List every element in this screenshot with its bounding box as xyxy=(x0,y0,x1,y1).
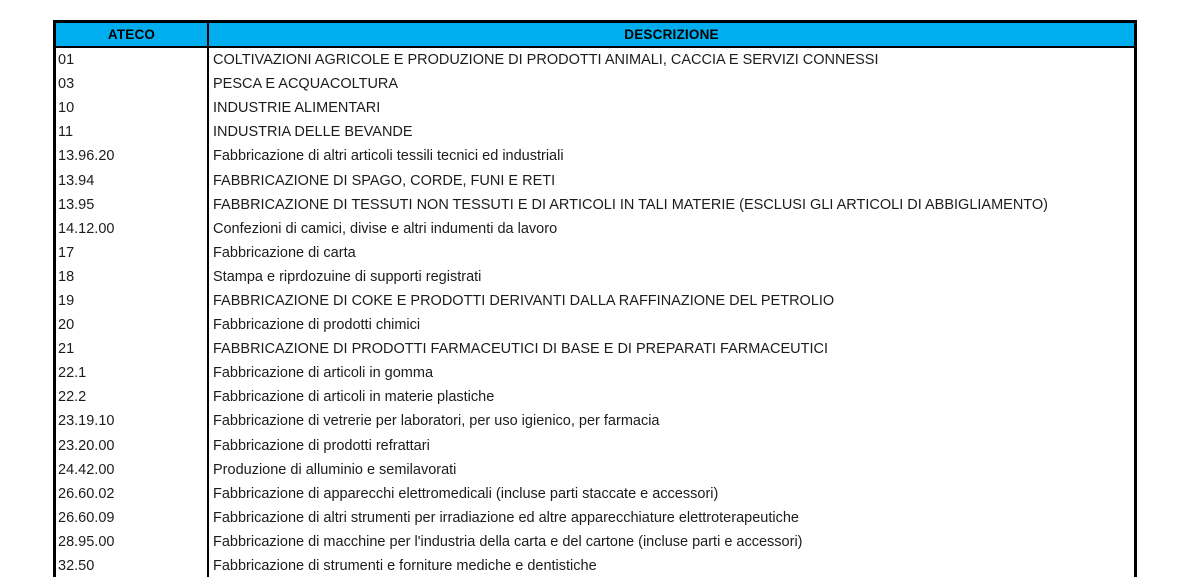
descrizione-cell: COLTIVAZIONI AGRICOLE E PRODUZIONE DI PRODOTTI ANIMALI, CACCIA E SERVIZI CONNESSI xyxy=(213,52,879,69)
table-row xyxy=(56,241,1134,265)
descrizione-cell: Fabbricazione di altri strumenti per irradiazione ed altre apparecchiature elettroterapeutiche xyxy=(213,509,799,526)
ateco-code-cell: 24.42.00 xyxy=(56,458,209,482)
table-row xyxy=(56,530,1134,554)
ateco-code-cell: 18 xyxy=(56,265,209,289)
ateco-code-cell: 10 xyxy=(56,96,209,120)
descrizione-cell: FABBRICAZIONE DI TESSUTI NON TESSUTI E DI ARTICOLI IN TALI MATERIE (ESCLUSI GLI ARTICOLI DI ABBIGLIAMENTO) xyxy=(213,196,1049,213)
table-row xyxy=(56,265,1134,289)
descrizione-cell: FABBRICAZIONE DI PRODOTTI FARMACEUTICI DI BASE E DI PREPARATI FARMACEUTICI xyxy=(213,341,828,358)
table-row xyxy=(56,506,1134,530)
ateco-code-cell: 32.50 xyxy=(56,554,209,577)
descrizione-cell: Fabbricazione di articoli in materie plastiche xyxy=(213,389,495,406)
ateco-code-cell: 17 xyxy=(56,241,209,265)
column-header-ateco: ATECO xyxy=(56,23,209,46)
ateco-code-cell: 13.94 xyxy=(56,168,209,192)
descrizione-cell: Fabbricazione di prodotti chimici xyxy=(213,317,421,334)
column-header-descrizione: DESCRIZIONE xyxy=(209,23,1134,46)
descrizione-cell: Fabbricazione di macchine per l'industria della carta e del cartone (incluse parti e accessori) xyxy=(213,533,803,550)
descrizione-cell: Fabbricazione di strumenti e forniture mediche e dentistiche xyxy=(213,558,597,575)
ateco-code-cell: 11 xyxy=(56,120,209,144)
ateco-code-cell: 13.96.20 xyxy=(56,144,209,168)
descrizione-cell: Stampa e riprdozuine di supporti registrati xyxy=(213,268,482,285)
descrizione-cell: Fabbricazione di prodotti refrattari xyxy=(213,437,430,454)
descrizione-cell: Fabbricazione di articoli in gomma xyxy=(213,365,434,382)
table-row xyxy=(56,193,1134,217)
descrizione-cell: FABBRICAZIONE DI SPAGO, CORDE, FUNI E RETI xyxy=(213,172,556,189)
ateco-code-cell: 22.2 xyxy=(56,385,209,409)
table-row xyxy=(56,72,1134,96)
ateco-code-cell: 28.95.00 xyxy=(56,530,209,554)
ateco-code-cell: 19 xyxy=(56,289,209,313)
ateco-code-cell: 13.95 xyxy=(56,193,209,217)
descrizione-cell: Fabbricazione di vetrerie per laboratori, per uso igienico, per farmacia xyxy=(213,413,660,430)
ateco-code-cell: 26.60.02 xyxy=(56,482,209,506)
table-row xyxy=(56,458,1134,482)
table-row xyxy=(56,385,1134,409)
ateco-code-cell: 23.19.10 xyxy=(56,409,209,433)
ateco-code-cell: 21 xyxy=(56,337,209,361)
ateco-code-cell: 20 xyxy=(56,313,209,337)
table-header-row xyxy=(56,23,1134,48)
descrizione-cell: FABBRICAZIONE DI COKE E PRODOTTI DERIVANTI DALLA RAFFINAZIONE DEL PETROLIO xyxy=(213,292,835,309)
table-row xyxy=(56,217,1134,241)
table-row xyxy=(56,289,1134,313)
table-row xyxy=(56,409,1134,433)
descrizione-cell: Fabbricazione di apparecchi elettromedicali (incluse parti staccate e accessori) xyxy=(213,485,719,502)
descrizione-cell: Fabbricazione di carta xyxy=(213,244,356,261)
descrizione-cell: INDUSTRIE ALIMENTARI xyxy=(213,100,381,117)
table-row xyxy=(56,168,1134,192)
ateco-code-cell: 14.12.00 xyxy=(56,217,209,241)
table-row xyxy=(56,96,1134,120)
ateco-code-cell: 22.1 xyxy=(56,361,209,385)
table-row xyxy=(56,361,1134,385)
table-row xyxy=(56,554,1134,577)
ateco-table xyxy=(53,20,1137,577)
descrizione-cell: Fabbricazione di altri articoli tessili tecnici ed industriali xyxy=(213,148,564,165)
ateco-code-cell: 01 xyxy=(56,48,209,72)
table-row xyxy=(56,120,1134,144)
ateco-code-cell: 26.60.09 xyxy=(56,506,209,530)
descrizione-cell: INDUSTRIA DELLE BEVANDE xyxy=(213,124,413,141)
table-body xyxy=(56,48,1134,577)
table-row xyxy=(56,337,1134,361)
table-row xyxy=(56,48,1134,72)
descrizione-cell: PESCA E ACQUACOLTURA xyxy=(213,76,399,93)
descrizione-cell: Produzione di alluminio e semilavorati xyxy=(213,461,457,478)
table-row xyxy=(56,313,1134,337)
table-row xyxy=(56,482,1134,506)
descrizione-cell: Confezioni di camici, divise e altri indumenti da lavoro xyxy=(213,220,558,237)
ateco-code-cell: 03 xyxy=(56,72,209,96)
table-row xyxy=(56,144,1134,168)
table-row xyxy=(56,434,1134,458)
ateco-code-cell: 23.20.00 xyxy=(56,434,209,458)
